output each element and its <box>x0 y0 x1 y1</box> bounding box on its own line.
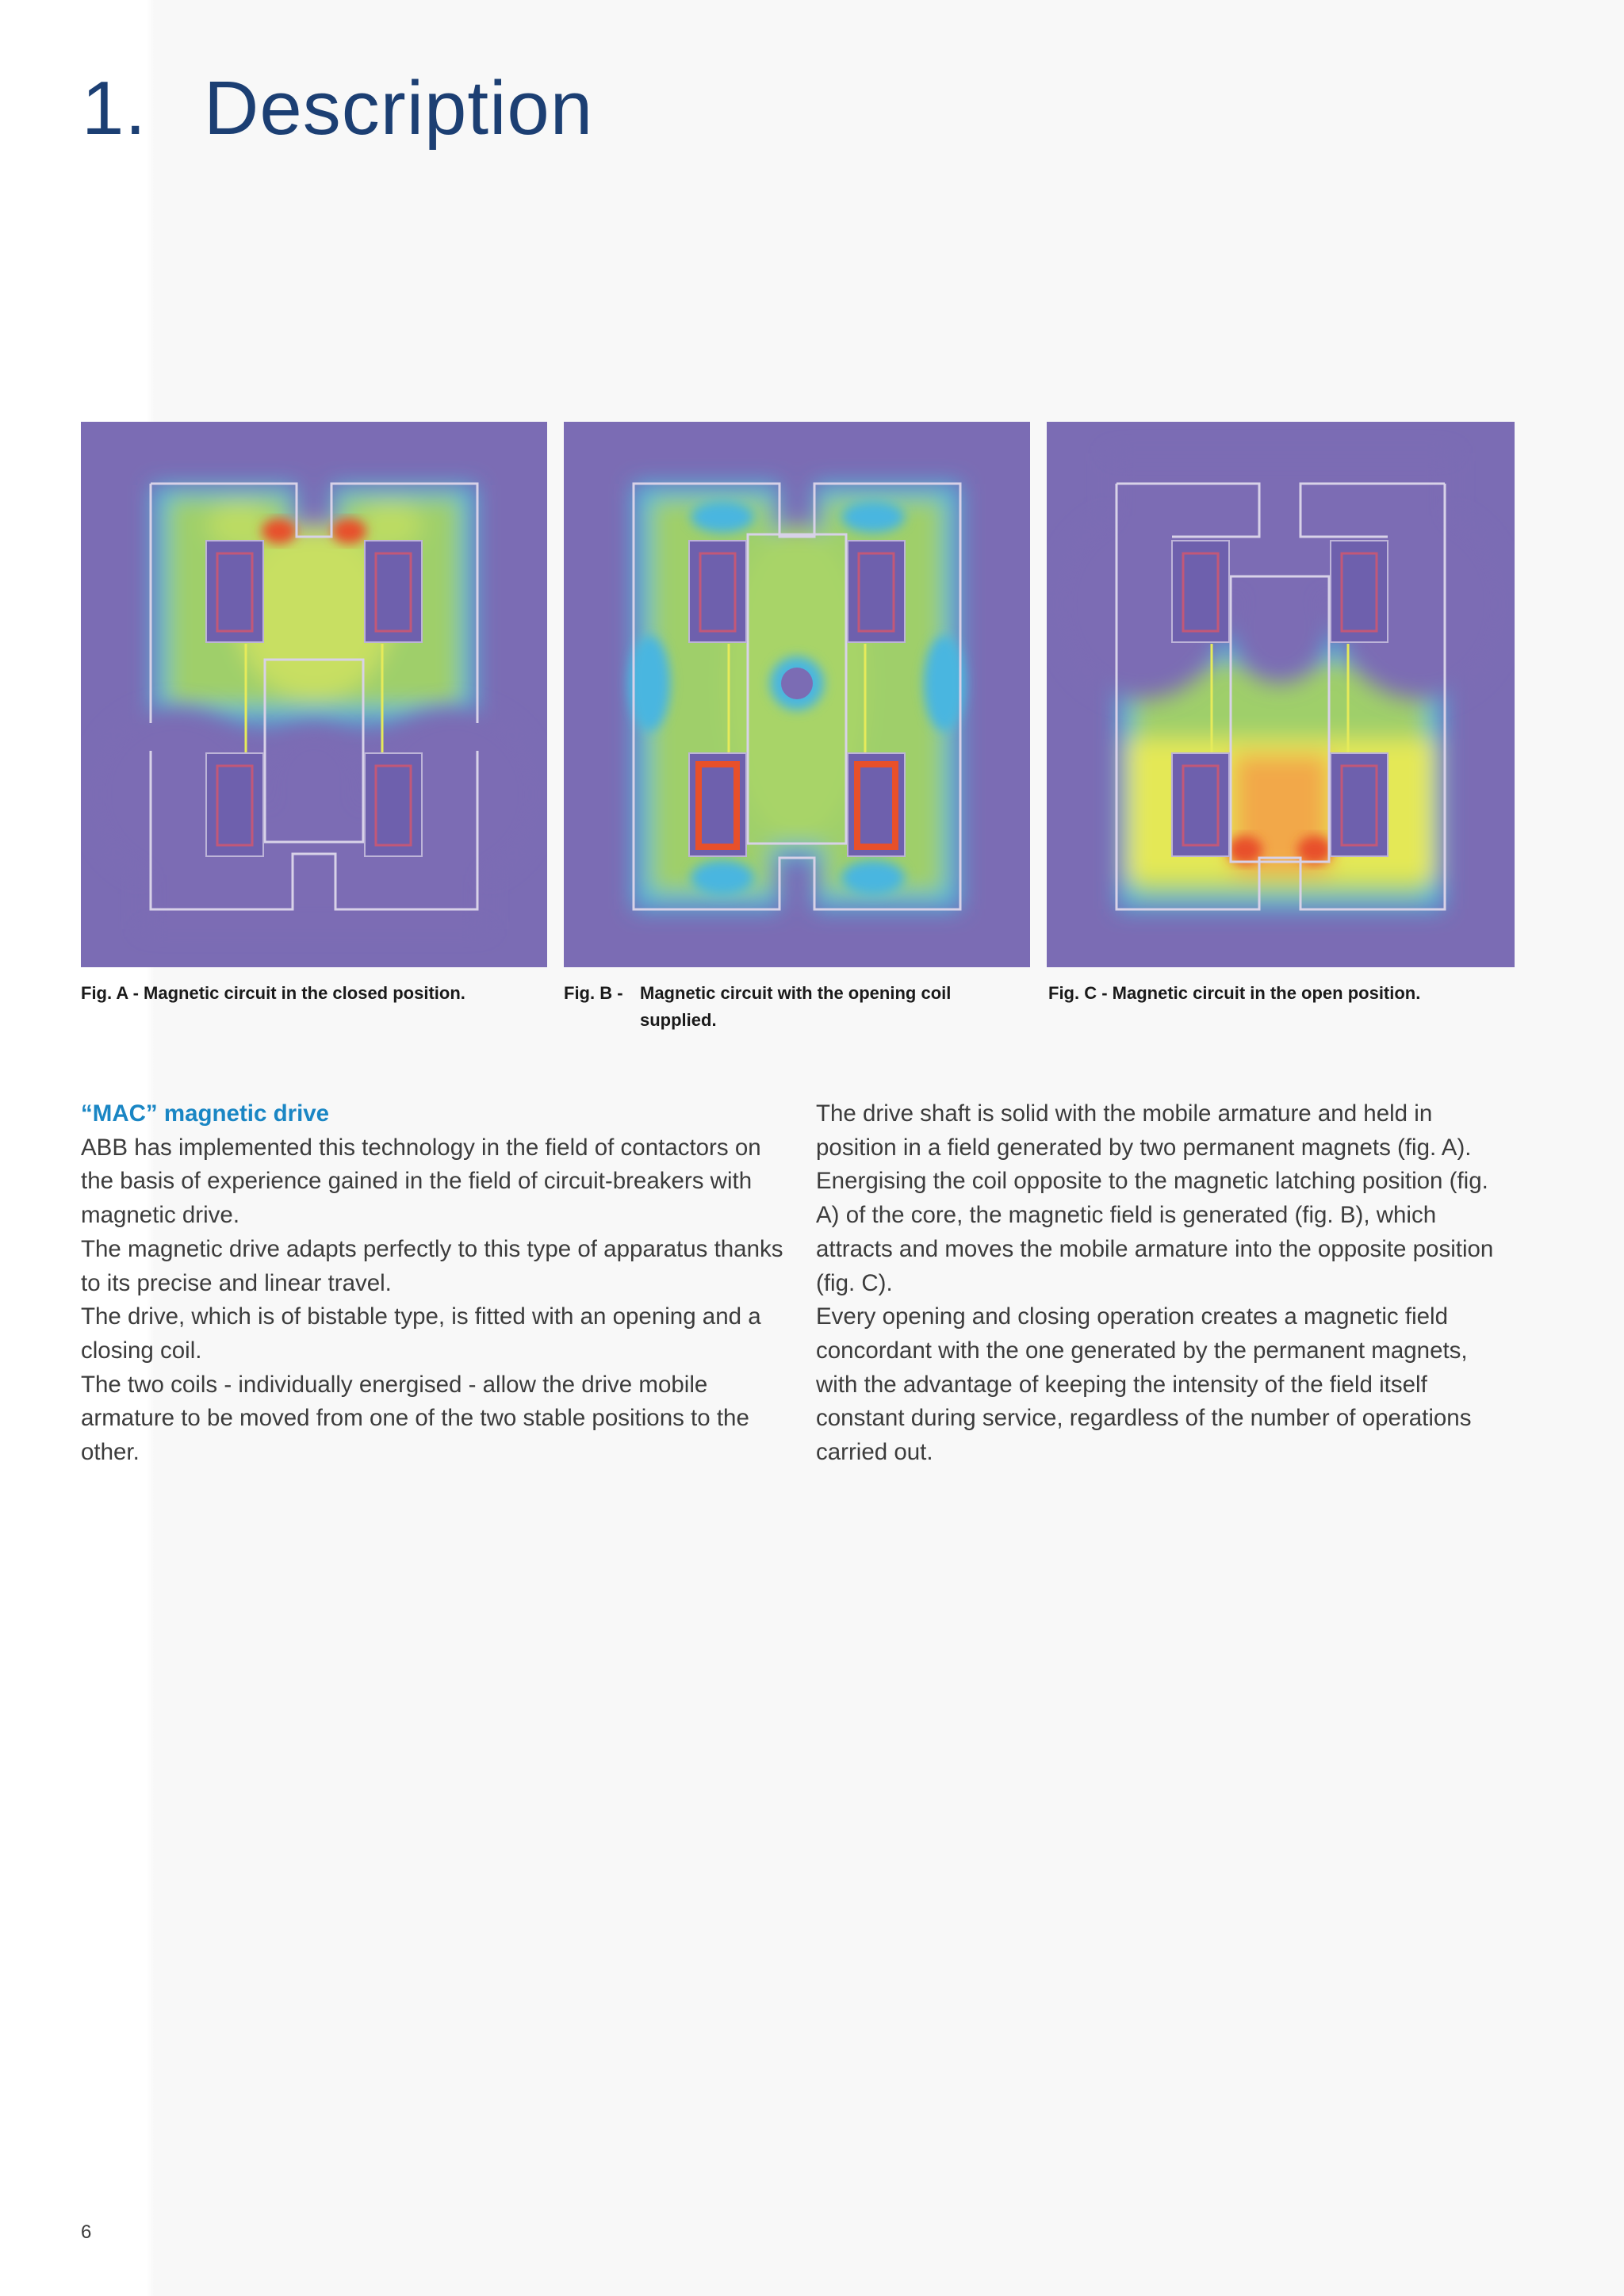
figure-b-label: Fig. B - <box>564 983 623 1003</box>
paragraph: The magnetic drive adapts perfectly to this type of apparatus thanks to its precise and linear travel. <box>81 1235 783 1296</box>
figure-a-label: Fig. A - <box>81 983 139 1003</box>
figure-c-caption-text: Magnetic circuit in the open position. <box>1112 983 1421 1003</box>
figure-c-label: Fig. C - <box>1048 983 1108 1003</box>
figure-a <box>81 422 547 967</box>
figure-c-caption <box>1048 980 1420 1007</box>
left-text-column <box>81 1097 795 1470</box>
paragraph: ABB has implemented this technology in the field of contactors on the basis of experience gained in the field of circuit-breakers with magnetic drive. <box>81 1134 761 1229</box>
paragraph: The drive shaft is solid with the mobile armature and held in position in a field generated by two permanent magnets (fig. A). Energising the coil opposite to the magnetic latching position (fig. A) of the core, the magnetic field is generated (fig. B), which attracts and moves the mobile armature into the opposite position (fig. C). <box>816 1100 1494 1296</box>
figure-a-field-plot <box>81 422 547 967</box>
right-text-column <box>816 1097 1514 1470</box>
figure-b-field-plot <box>564 422 1030 967</box>
page-title <box>82 65 593 152</box>
figure-b-caption <box>564 980 1005 1034</box>
page-number: 6 <box>81 2221 92 2243</box>
paragraph: Every opening and closing operation creates a magnetic field concordant with the one generated by the permanent magnets, with the advantage of keeping the intensity of the field itself constant during service, regardless of the number of operations carried out. <box>816 1303 1472 1466</box>
figure-a-caption <box>81 980 465 1007</box>
figure-c <box>1047 422 1515 967</box>
paragraph: The drive, which is of bistable type, is fitted with an opening and a closing coil. <box>81 1303 761 1364</box>
figure-a-caption-text: Magnetic circuit in the closed position. <box>144 983 465 1003</box>
section-title: Description <box>204 66 594 151</box>
figure-b-caption-text: Magnetic circuit with the opening coil supplied. <box>640 983 952 1030</box>
paragraph: The two coils - individually energised - allow the drive mobile armature to be moved from one of the two stable positions to the other. <box>81 1371 749 1466</box>
figure-b <box>564 422 1030 967</box>
figure-c-field-plot <box>1047 422 1515 967</box>
section-subheading: “MAC” magnetic drive <box>81 1100 330 1127</box>
section-number: 1. <box>82 66 147 151</box>
